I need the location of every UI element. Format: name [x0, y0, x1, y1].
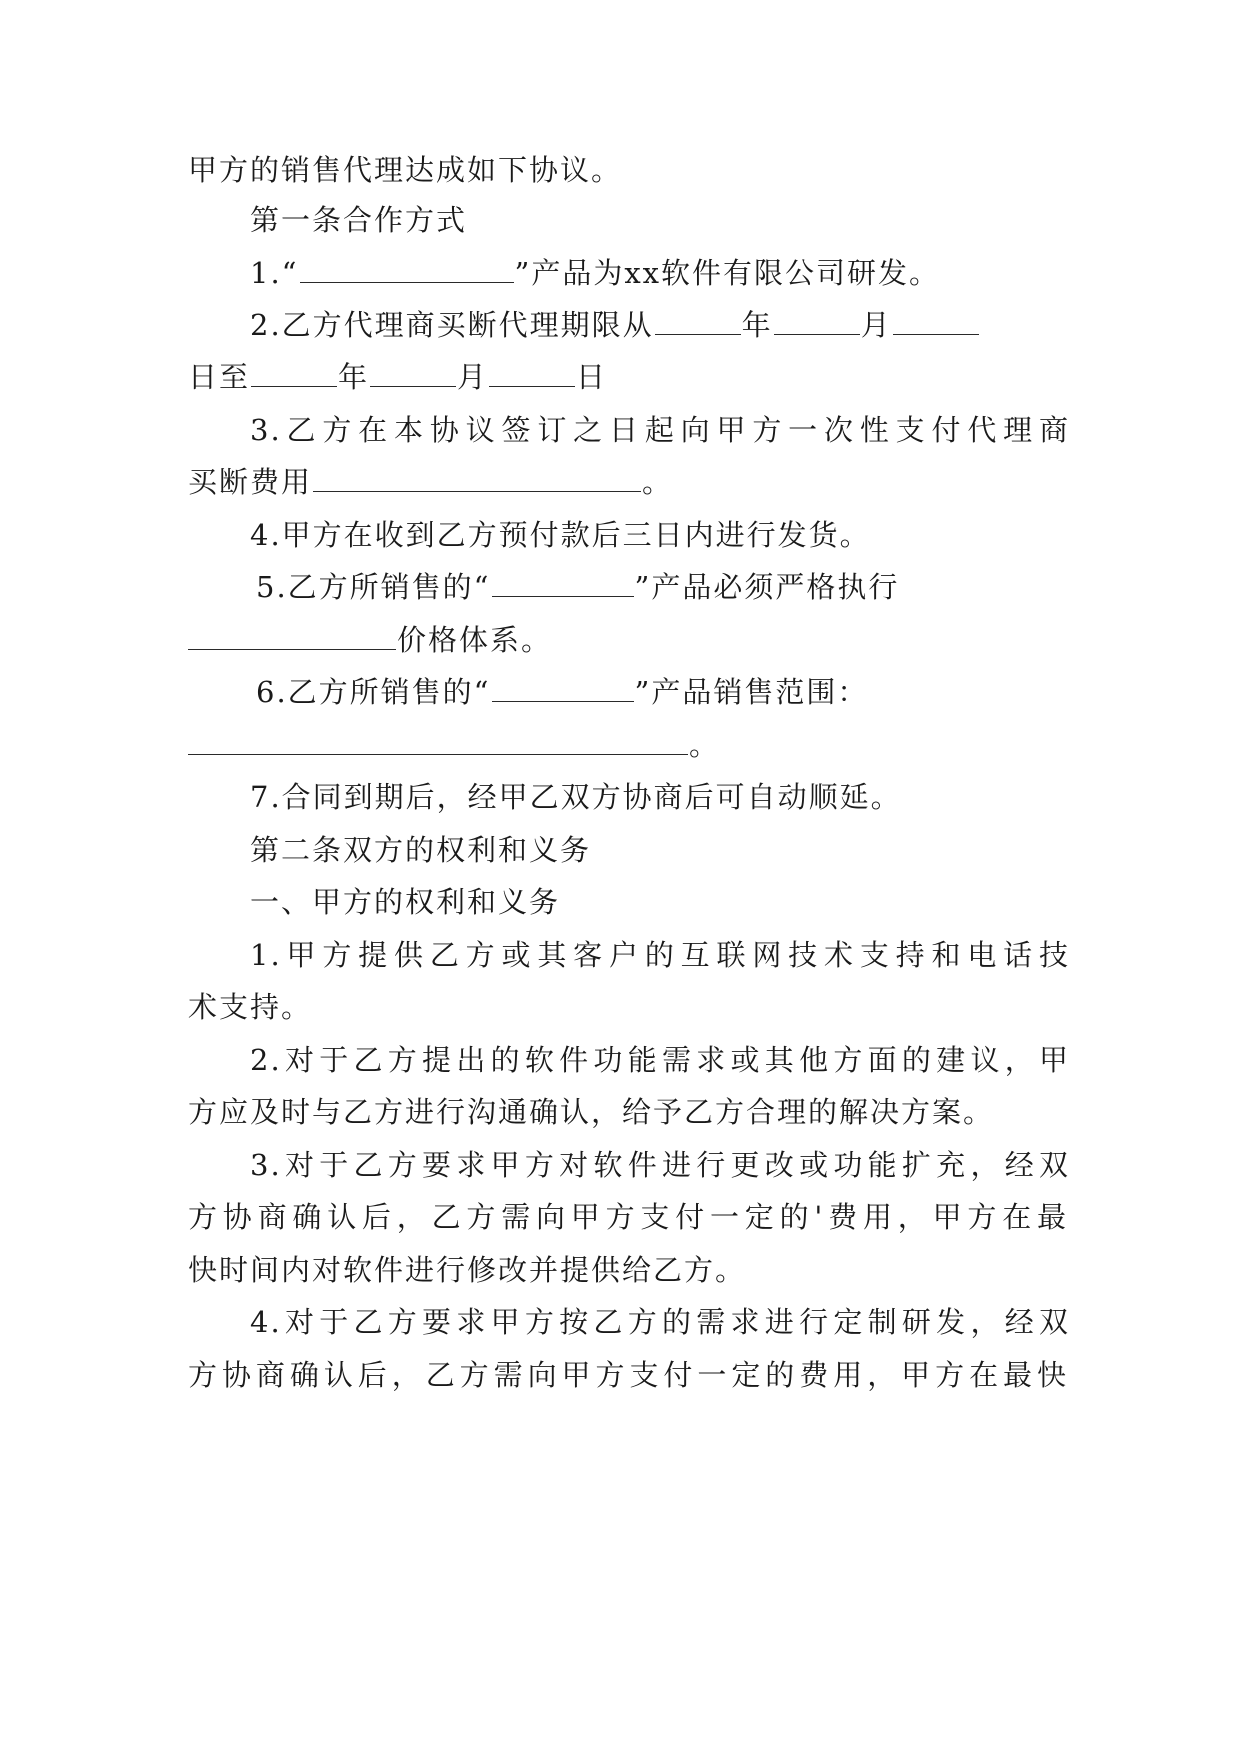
text: 一、甲方的权利和义务 [250, 885, 561, 919]
clause-7 [250, 777, 1070, 817]
paragraph-line [188, 1355, 1068, 1395]
section-heading [250, 830, 1070, 870]
text: 月 [457, 360, 489, 394]
text: 3.对于乙方要求甲方对软件进行更改或功能扩充，经双 [250, 1148, 1070, 1182]
text: 价格体系。 [397, 623, 553, 657]
text: 方协商确认后，乙方需向甲方支付一定的费用，甲方在最快 [188, 1358, 1068, 1392]
text: ”产品必须严格执行 [634, 570, 900, 604]
text: ”产品销售范围： [634, 675, 869, 709]
clause-3-cont [188, 462, 1068, 502]
text: 1.“ [250, 256, 299, 290]
text: 第二条双方的权利和义务 [250, 833, 592, 867]
text: 快时间内对软件进行修改并提供给乙方。 [188, 1253, 747, 1287]
subsection-heading [250, 882, 1070, 922]
text: 3.乙方在本协议签订之日起向甲方一次性支付代理商 [250, 413, 1070, 447]
text: 4.甲方在收到乙方预付款后三日内进行发货。 [250, 518, 871, 552]
section-heading [250, 200, 1070, 240]
text: 买断费用 [188, 465, 313, 499]
clause-2 [250, 305, 1070, 345]
text: 年 [741, 308, 773, 342]
text: 4.对于乙方要求甲方按乙方的需求进行定制研发，经双 [250, 1305, 1070, 1339]
text: 。 [689, 728, 721, 762]
paragraph-line [188, 1250, 1068, 1290]
text: 术支持。 [188, 990, 313, 1024]
text: 2.乙方代理商买断代理期限从 [250, 308, 654, 342]
blank-line [313, 463, 641, 492]
blank-line [188, 621, 396, 650]
text: 6.乙方所销售的“ [256, 675, 491, 709]
text: 月 [860, 308, 892, 342]
blank-line [492, 568, 634, 597]
paragraph-line [188, 987, 1068, 1027]
text: 7.合同到期后，经甲乙双方协商后可自动顺延。 [250, 780, 902, 814]
clause-1 [250, 253, 1070, 293]
paragraph-line [188, 1197, 1068, 1237]
text: 甲方的销售代理达成如下协议。 [188, 153, 623, 187]
text: 1.甲方提供乙方或其客户的互联网技术支持和电话技 [250, 938, 1070, 972]
clause-6-cont [188, 725, 1068, 765]
paragraph-line [250, 1302, 1070, 1342]
clause-3 [250, 410, 1070, 450]
clause-5-cont [188, 620, 1068, 660]
text: 5.乙方所销售的“ [256, 570, 491, 604]
text: ”产品为xx软件有限公司研发。 [514, 256, 941, 290]
text: 。 [642, 465, 674, 499]
text: 方协商确认后，乙方需向甲方支付一定的'费用，甲方在最 [188, 1200, 1068, 1234]
text: 2.对于乙方提出的软件功能需求或其他方面的建议，甲 [250, 1043, 1070, 1077]
blank-line [774, 306, 860, 335]
blank-line [492, 673, 634, 702]
blank-line [300, 254, 514, 283]
blank-line [188, 726, 688, 755]
clause-6 [256, 672, 1070, 712]
text: 日至 [188, 360, 251, 394]
text: 日 [576, 360, 608, 394]
paragraph-line [250, 1145, 1070, 1185]
blank-line [489, 358, 575, 387]
paragraph-line [188, 1092, 1068, 1132]
paragraph-line [250, 935, 1070, 975]
text: 第一条合作方式 [250, 203, 468, 237]
blank-line [893, 306, 979, 335]
blank-line [655, 306, 741, 335]
text: 年 [338, 360, 370, 394]
blank-line [251, 358, 337, 387]
paragraph-line [250, 1040, 1070, 1080]
clause-2-cont [188, 357, 1068, 397]
blank-line [370, 358, 456, 387]
clause-5 [256, 567, 1070, 607]
clause-4 [250, 515, 1070, 555]
text: 方应及时与乙方进行沟通确认，给予乙方合理的解决方案。 [188, 1095, 995, 1129]
paragraph-line [188, 150, 1068, 190]
